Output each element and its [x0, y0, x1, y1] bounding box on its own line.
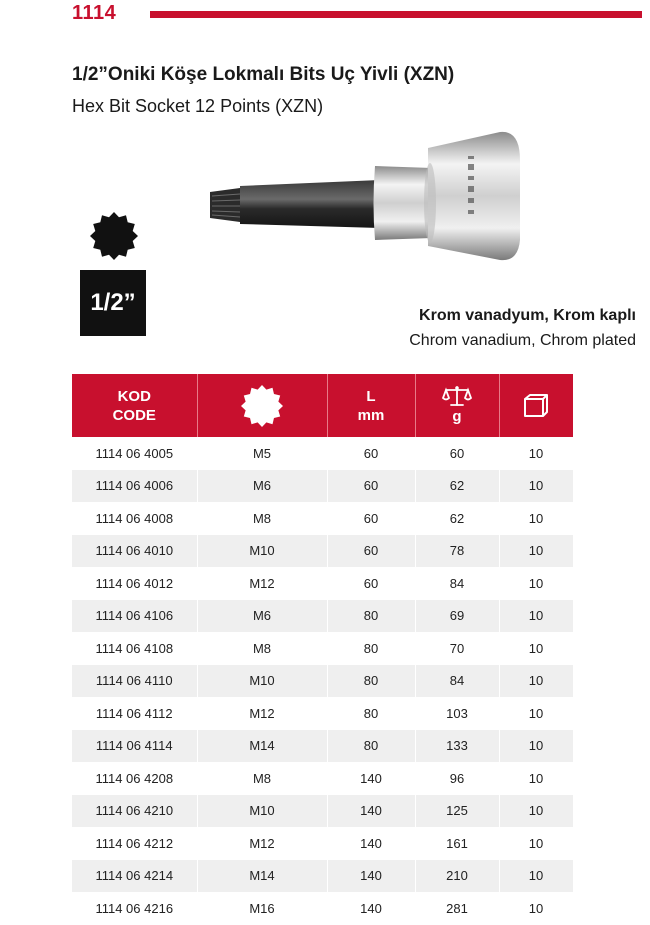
table-row — [72, 535, 573, 568]
table-row — [72, 502, 573, 535]
cell-pack: 10 — [499, 697, 573, 730]
cell-code: 1114 06 4006 — [72, 470, 197, 503]
table-row — [72, 730, 573, 763]
cell-length: 140 — [327, 892, 415, 925]
material-en: Chrom vanadium, Chrom plated — [409, 332, 636, 349]
cell-code: 1114 06 4114 — [72, 730, 197, 763]
table-row — [72, 600, 573, 633]
table-row — [72, 470, 573, 503]
cell-pack: 10 — [499, 535, 573, 568]
cell-size: M12 — [197, 827, 327, 860]
table-row — [72, 762, 573, 795]
cell-pack: 10 — [499, 567, 573, 600]
cell-size: M12 — [197, 697, 327, 730]
cell-size: M6 — [197, 470, 327, 503]
product-image — [200, 120, 530, 270]
cell-weight: 161 — [415, 827, 499, 860]
cell-code: 1114 06 4214 — [72, 860, 197, 893]
cell-length: 80 — [327, 730, 415, 763]
cell-weight: 133 — [415, 730, 499, 763]
cell-weight: 69 — [415, 600, 499, 633]
cell-code: 1114 06 4210 — [72, 795, 197, 828]
cell-size: M12 — [197, 567, 327, 600]
cell-pack: 10 — [499, 470, 573, 503]
table-row — [72, 697, 573, 730]
cell-weight: 84 — [415, 665, 499, 698]
product-title-en: Hex Bit Socket 12 Points (XZN) — [72, 96, 324, 116]
header-rule — [150, 11, 642, 18]
table-row — [72, 827, 573, 860]
cell-pack: 10 — [499, 892, 573, 925]
cell-weight: 60 — [415, 437, 499, 470]
spec-table — [72, 374, 574, 925]
cell-pack: 10 — [499, 665, 573, 698]
header-pack — [499, 374, 573, 437]
page-number: 1114 — [72, 2, 117, 24]
cell-size: M10 — [197, 665, 327, 698]
cell-pack: 10 — [499, 632, 573, 665]
cell-pack: 10 — [499, 600, 573, 633]
cell-length: 140 — [327, 762, 415, 795]
cell-length: 60 — [327, 502, 415, 535]
cell-size: M10 — [197, 795, 327, 828]
cell-length: 80 — [327, 600, 415, 633]
cell-code: 1114 06 4216 — [72, 892, 197, 925]
header-profile — [197, 374, 327, 437]
cell-code: 1114 06 4108 — [72, 632, 197, 665]
cell-weight: 210 — [415, 860, 499, 893]
cell-code: 1114 06 4008 — [72, 502, 197, 535]
twelve-point-star-icon — [241, 385, 283, 427]
cell-size: M14 — [197, 860, 327, 893]
cell-weight: 125 — [415, 795, 499, 828]
cell-size: M16 — [197, 892, 327, 925]
cell-length: 140 — [327, 827, 415, 860]
cell-pack: 10 — [499, 730, 573, 763]
cell-code: 1114 06 4110 — [72, 665, 197, 698]
cell-weight: 70 — [415, 632, 499, 665]
table-row — [72, 567, 573, 600]
cell-length: 60 — [327, 437, 415, 470]
twelve-point-star-icon — [90, 212, 138, 260]
header-code — [72, 374, 197, 437]
material-tr: Krom vanadyum, Krom kaplı — [419, 307, 636, 324]
table-row — [72, 795, 573, 828]
cell-length: 80 — [327, 632, 415, 665]
cell-weight: 62 — [415, 502, 499, 535]
cell-code: 1114 06 4010 — [72, 535, 197, 568]
cell-size: M8 — [197, 502, 327, 535]
header-weight-unit: g — [452, 408, 462, 425]
cell-length: 80 — [327, 697, 415, 730]
cell-pack: 10 — [499, 860, 573, 893]
cell-length: 140 — [327, 860, 415, 893]
cell-length: 140 — [327, 795, 415, 828]
cell-size: M14 — [197, 730, 327, 763]
table-row — [72, 892, 573, 925]
cell-weight: 62 — [415, 470, 499, 503]
cell-weight: 78 — [415, 535, 499, 568]
cell-pack: 10 — [499, 437, 573, 470]
cell-size: M10 — [197, 535, 327, 568]
table-header-row — [72, 374, 573, 437]
cell-size: M8 — [197, 762, 327, 795]
cell-code: 1114 06 4106 — [72, 600, 197, 633]
cell-pack: 10 — [499, 795, 573, 828]
cell-code: 1114 06 4212 — [72, 827, 197, 860]
cell-size: M5 — [197, 437, 327, 470]
cell-pack: 10 — [499, 502, 573, 535]
cell-length: 60 — [327, 470, 415, 503]
cell-pack: 10 — [499, 762, 573, 795]
cell-weight: 281 — [415, 892, 499, 925]
header-length — [327, 374, 415, 437]
cell-weight: 103 — [415, 697, 499, 730]
drive-size-badge: 1/2” — [80, 270, 146, 336]
box-icon — [522, 393, 550, 419]
table-row — [72, 665, 573, 698]
scale-icon — [442, 385, 472, 407]
table-row — [72, 860, 573, 893]
cell-size: M8 — [197, 632, 327, 665]
table-row — [72, 437, 573, 470]
cell-size: M6 — [197, 600, 327, 633]
header-weight — [415, 374, 499, 437]
cell-code: 1114 06 4208 — [72, 762, 197, 795]
cell-code: 1114 06 4012 — [72, 567, 197, 600]
cell-pack: 10 — [499, 827, 573, 860]
header-length-unit: mm — [357, 406, 385, 424]
cell-weight: 96 — [415, 762, 499, 795]
cell-length: 60 — [327, 535, 415, 568]
table-row — [72, 632, 573, 665]
header-code-tr: KOD — [117, 387, 151, 405]
header-length-label: L — [366, 387, 376, 405]
header-code-en: CODE — [112, 406, 156, 424]
cell-length: 60 — [327, 567, 415, 600]
cell-weight: 84 — [415, 567, 499, 600]
cell-length: 80 — [327, 665, 415, 698]
cell-code: 1114 06 4112 — [72, 697, 197, 730]
product-title-tr: 1/2”Oniki Köşe Lokmalı Bits Uç Yivli (XZN) — [72, 64, 455, 85]
cell-code: 1114 06 4005 — [72, 437, 197, 470]
